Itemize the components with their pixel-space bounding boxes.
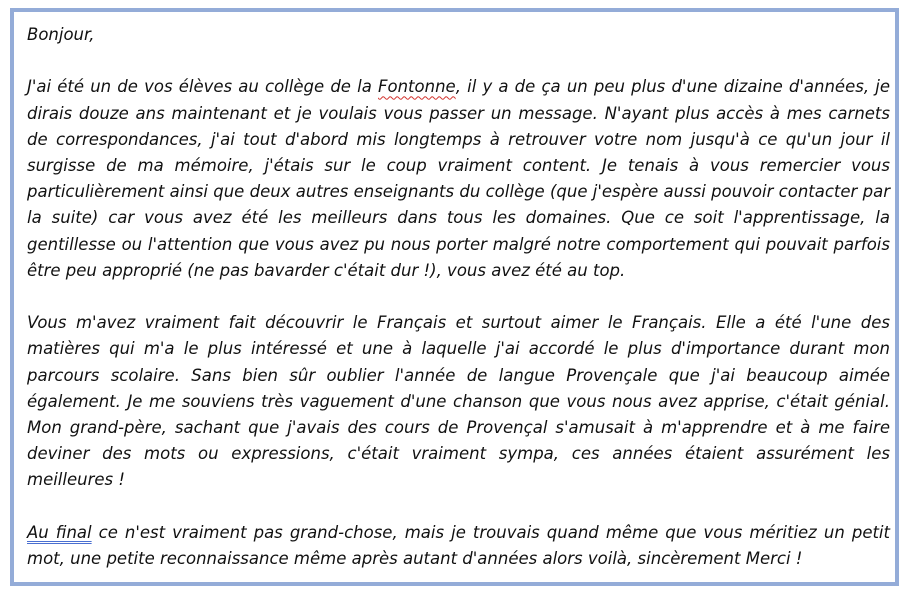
paragraph-spacer	[27, 284, 890, 310]
paragraph-1-rest: , il y a de ça un peu plus d'une dizaine d'années, je dirais douze ans maintenant et je voulais vous passer un message. N'ayant plus accès à mes carnets de correspondances, j'ai tout d'abord mis longtemps à retrouver votre nom jusqu'à ce qu'un jour il surgisse de ma mémoire, j'étais sur le coup vraiment content. Je tenais à vous remercier vous particulièrement ainsi que deux autres enseignants du collège (que j'espère aussi pouvoir contacter par la suite) car vous avez été les meilleurs dans tous les domaines. Que ce soit l'apprentissage, la gentillesse ou l'attention que vous avez pu nous porter malgré notre comportement qui pouvait parfois être peu approprié (ne pas bavarder c'était dur !), vous avez été au top.	[27, 77, 890, 280]
paragraph-1-start: J'ai été un de vos élèves au collège de la	[27, 77, 378, 97]
paragraph-spacer	[27, 48, 890, 74]
paragraph-3	[27, 520, 890, 572]
paragraph-1	[27, 74, 890, 284]
paragraph-2: Vous m'avez vraiment fait découvrir le Français et surtout aimer le Français. Elle a été l'une des matières qui m'a le plus intéressé et une à laquelle j'ai accordé le plus d'importance durant mon parcours scolaire. Sans bien sûr oublier l'année de langue Provençale que j'ai beaucoup aimée également. Je me souviens très vaguement d'une chanson que vous nous avez apprise, c'était génial. Mon grand-père, sachant que j'avais des cours de Provençal s'amusait à m'apprendre et à me faire deviner des mots ou expressions, c'était vraiment sympa, ces années étaient assurément les meilleures !	[27, 313, 890, 490]
spelling-flagged-word[interactable]: Fontonne	[378, 77, 456, 97]
grammar-flagged-phrase[interactable]: Au final	[27, 522, 92, 542]
paragraph-spacer	[27, 494, 890, 520]
letter-body[interactable]	[27, 22, 890, 572]
letter-frame	[10, 8, 899, 586]
greeting: Bonjour,	[27, 25, 95, 44]
paragraph-3-rest: ce n'est vraiment pas grand-chose, mais je trouvais quand même que vous méritiez un petit mot, une petite reconnaissance même après autant d'années alors voilà, sincèrement Merci !	[27, 522, 890, 569]
